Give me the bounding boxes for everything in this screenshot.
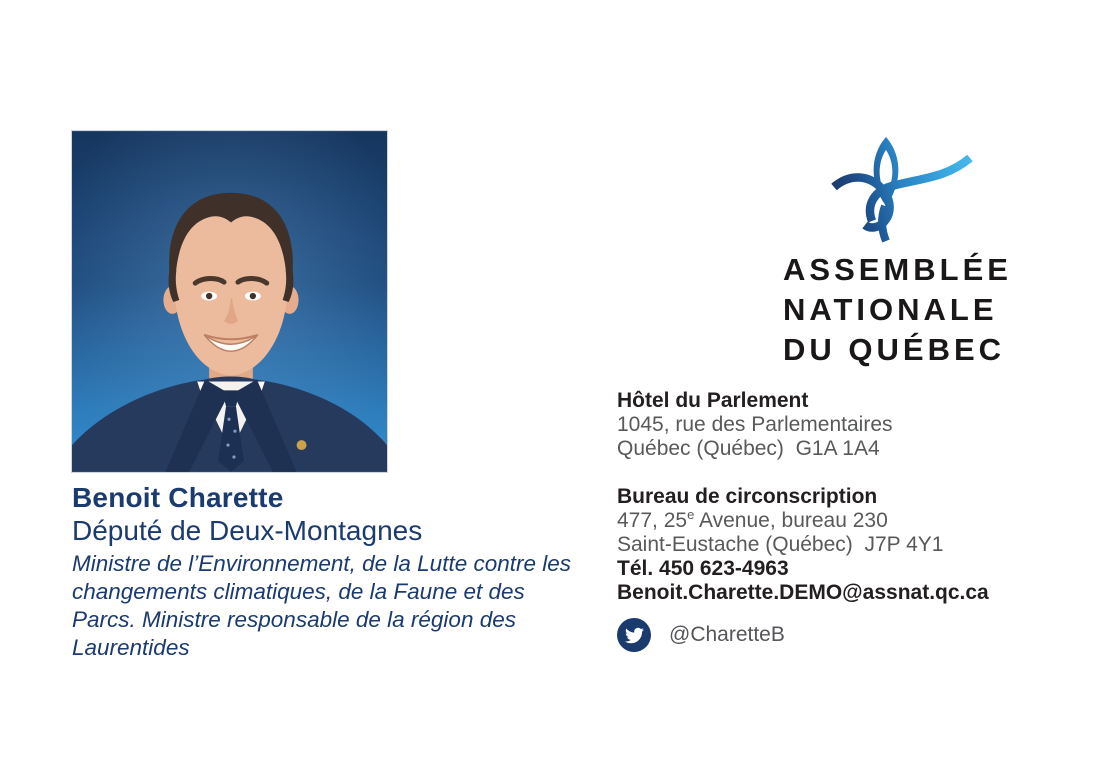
address-ordinal-sup: e <box>687 507 695 522</box>
riding-office-address-line2: Saint-Eustache (Québec) J7P 4Y1 <box>617 533 944 556</box>
person-bio: Ministre de l’Environnement, de la Lutte contre les changements climatiques, de la Faune et des Parcs. Ministre responsable de la région des Laurentides <box>72 551 572 660</box>
portrait-illustration <box>72 131 387 472</box>
address-street: Avenue, bureau 230 <box>694 509 888 532</box>
riding-office-address-line1 <box>617 509 1057 533</box>
anq-wordmark-line1: ASSEMBLÉE <box>783 252 1012 287</box>
twitter-row <box>617 618 1057 652</box>
anq-wordmark-line3: DU QUÉBEC <box>783 332 1006 367</box>
person-role: Député de Deux-Montagnes <box>72 515 423 546</box>
twitter-handle: @CharetteB <box>669 623 785 646</box>
parliament-address-line2: Québec (Québec) G1A 1A4 <box>617 437 880 460</box>
address-number: 477, 25 <box>617 509 688 532</box>
anq-wordmark-line2: NATIONALE <box>783 292 998 327</box>
parliament-heading: Hôtel du Parlement <box>617 389 809 412</box>
person-name: Benoit Charette <box>72 482 284 513</box>
fleur-de-lis-icon <box>826 137 978 249</box>
twitter-bird-icon <box>617 618 651 652</box>
portrait-photo <box>71 130 388 473</box>
contact-info <box>617 389 1057 652</box>
riding-office-heading: Bureau de circonscription <box>617 485 878 508</box>
member-identity <box>72 481 588 662</box>
phone-number: Tél. 450 623-4963 <box>617 557 789 580</box>
spacer <box>617 461 1057 485</box>
anq-wordmark <box>783 250 1012 370</box>
email-address: Benoit.Charette.DEMO@assnat.qc.ca <box>617 581 989 604</box>
parliament-address-line1: 1045, rue des Parlementaires <box>617 413 893 436</box>
